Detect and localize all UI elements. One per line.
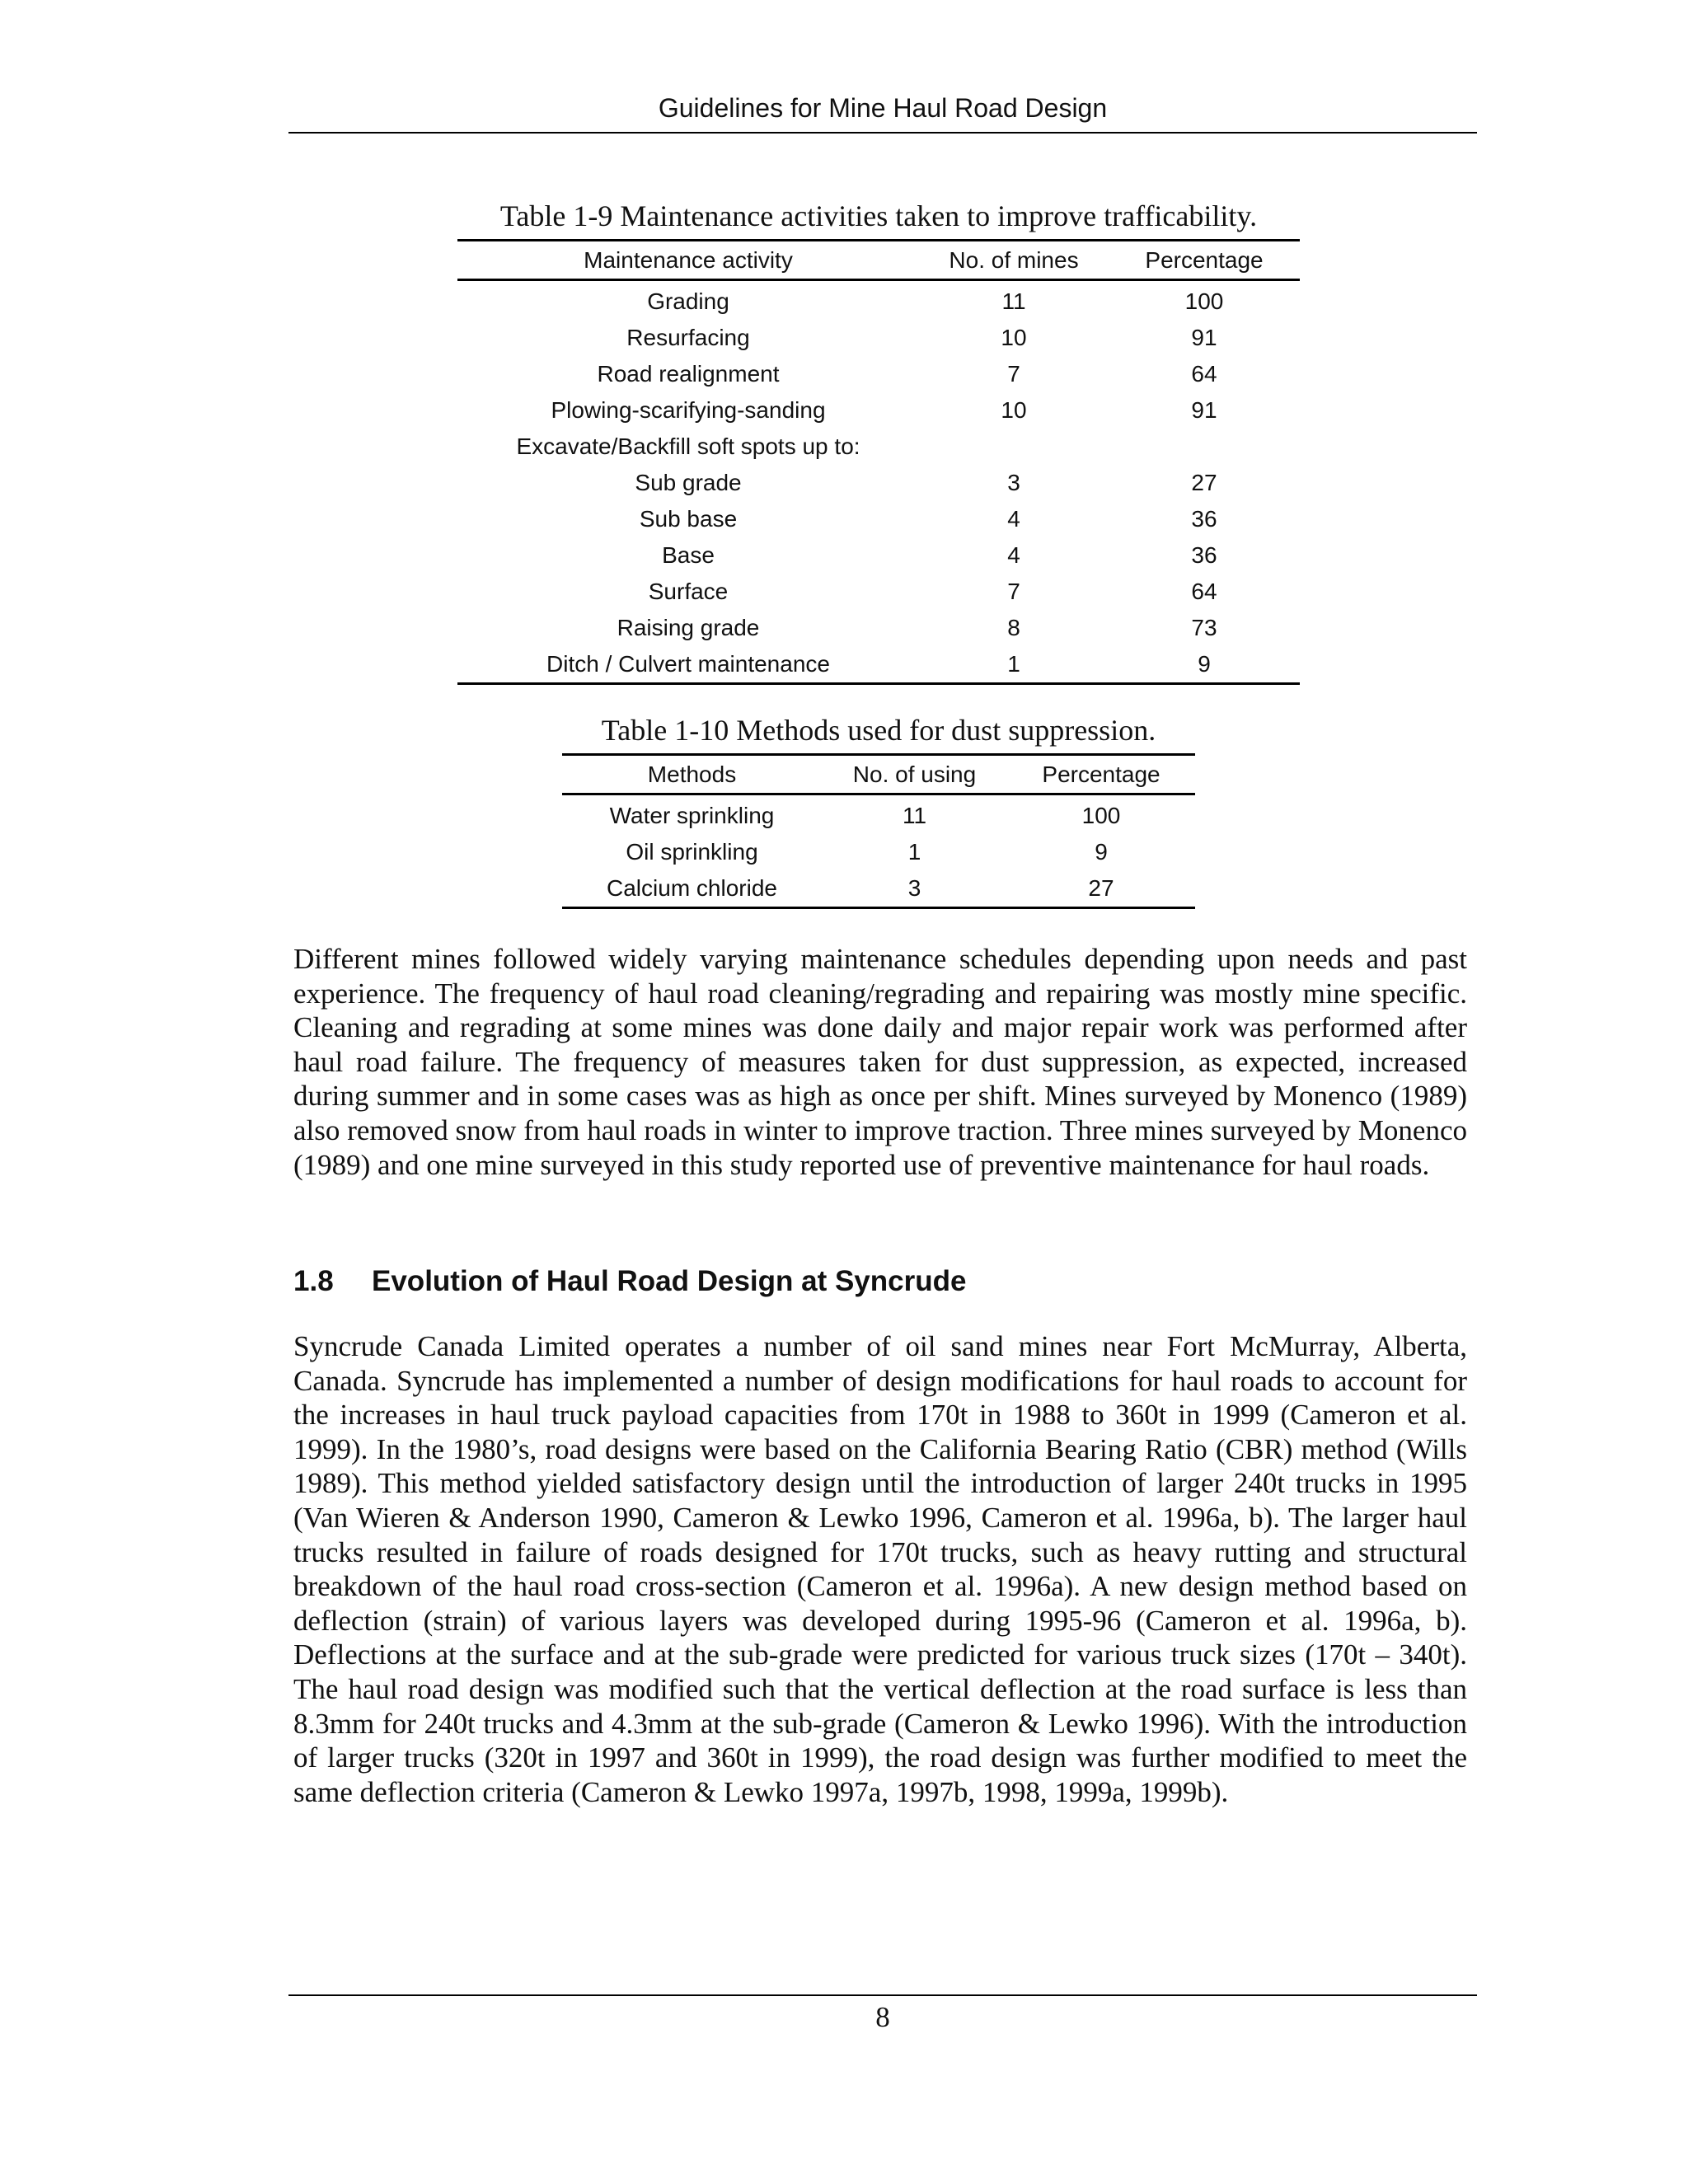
table-caption: Table 1-9 Maintenance activities taken to improve trafficability. [499,199,1258,232]
table-cell: 27 [1191,470,1217,495]
column-header: Methods [647,761,737,787]
table-cell: Calcium chloride [607,875,777,901]
table-header-row [457,241,1300,280]
body-paragraph-syncrude: Syncrude Canada Limited operates a number of oil sand mines near Fort McMurray, Alberta, Canada. Syncrude has implemented a number of design modifications for haul roads to account for the increases in haul truck payload capacities from 170t in 1988 to 360t in 1999 (Cameron et al. 1999). In the 1980’s, road designs were based on the California Bearing Ratio (CBR) method (Wills 1989). This method yielded satisfactory design until the introduction of larger 240t trucks in 1995 (Van Wieren & Anderson 1990, Cameron & Lewko 1996, Cameron et al. 1996a, b). The larger haul trucks resulted in failure of roads designed for 170t trucks, such as heavy rutting and structural breakdown of the haul road cross-section (Cameron et al. 1996a). A new design method based on deflection (strain) of various layers was developed during 1995-96 (Cameron et al. 1996a, b). Deflections at the surface and at the sub-grade were predicted for various truck sizes (170t – 340t). The haul road design was modified such that the vertical deflection at the road surface is less than 8.3mm for 240t trucks and 4.3mm at the sub-grade (Cameron & Lewko 1996). With the introduction of larger trucks (320t in 1997 and 360t in 1999), the road design was further modified to meet the same deflection criteria (Cameron & Lewko 1997a, 1997b, 1998, 1999a, 1999b). [293,1330,1467,1808]
table-cell [1109,429,1300,465]
table-cell: Oil sprinkling [626,839,758,865]
table-row [562,870,1195,908]
section-heading [293,1263,966,1301]
table-dust-suppression [562,710,1195,909]
table-cell: Road realignment [597,361,780,387]
table-cell: Sub base [639,506,738,532]
table-cell: Excavate/Backfill soft spots up to: [516,434,860,459]
table-cell: Surface [648,579,729,604]
table-cell [919,429,1109,465]
running-header: Guidelines for Mine Haul Road Design [658,93,1108,123]
table-cell: 8 [1007,615,1020,640]
section-title: Evolution of Haul Road Design at Syncrude [372,1265,967,1297]
table-cell: 7 [1007,579,1020,604]
table-row [457,537,1300,574]
table-cell: 64 [1191,579,1217,604]
table-cell: 11 [1001,288,1026,314]
column-header: Percentage [1042,761,1160,787]
table-row [457,610,1300,646]
table-row [457,429,1300,465]
table-row [562,834,1195,870]
table-cell: 7 [1007,361,1020,387]
table-row [562,794,1195,835]
table-maintenance-activities [457,196,1300,685]
column-header: Maintenance activity [584,246,793,273]
body-paragraph-maintenance: Different mines followed widely varying maintenance schedules depending upon needs and past experience. The frequency of haul road cleaning/regrading and repairing was mostly mine specific. Cleaning and regrading at some mines was done daily and major repair work was performed after haul road failure. The frequency of measures taken for dust suppression, as expected, increased during summer and in some cases was as high as once per shift. Mines surveyed by Monenco (1989) also removed snow from haul roads in winter to improve traction. Three mines surveyed by Monenco (1989) and one mine surveyed in this study reported use of preventive maintenance for haul roads. [293,943,1467,1181]
column-header: No. of mines [949,246,1079,273]
table-row [457,280,1300,321]
table-cell: 10 [1001,325,1027,350]
table-cell: 91 [1191,397,1217,423]
table-cell: 100 [1081,803,1121,828]
table-cell: Sub grade [635,470,742,495]
table-row [457,392,1300,429]
data-table [562,753,1195,909]
table-cell: 100 [1184,288,1224,314]
table-row [457,574,1300,610]
table-cell: 4 [1007,542,1020,568]
column-header: No. of using [852,761,977,787]
table-caption: Table 1-10 Methods used for dust suppression. [601,714,1156,747]
table-cell: 3 [907,875,921,901]
table-cell: 27 [1088,875,1114,901]
table-row [457,501,1300,537]
table-cell: Ditch / Culvert maintenance [546,651,830,677]
table-cell: Resurfacing [626,325,750,350]
table-cell: 1 [1007,651,1020,677]
table-cell: 9 [1198,651,1211,677]
table-cell: Base [662,542,715,568]
table-cell: 36 [1191,542,1217,568]
table-row [457,646,1300,684]
table-cell: 11 [902,803,927,828]
column-header: Percentage [1145,246,1264,273]
table-cell: 9 [1095,839,1108,865]
table-cell: Raising grade [617,615,760,640]
table-cell: 36 [1191,506,1217,532]
header-rule [288,132,1477,134]
table-cell: 4 [1007,506,1020,532]
table-cell: Plowing-scarifying-sanding [551,397,826,423]
section-number: 1.8 [293,1265,334,1297]
table-row [457,320,1300,356]
data-table [457,239,1300,685]
table-cell: 64 [1191,361,1217,387]
table-cell: 10 [1001,397,1027,423]
table-row [457,356,1300,392]
page-number: 8 [875,2001,890,2033]
table-cell: 1 [907,839,921,865]
table-row [457,465,1300,501]
table-cell: 73 [1191,615,1217,640]
table-header-row [562,755,1195,794]
table-cell: 91 [1191,325,1217,350]
table-cell: 3 [1007,470,1020,495]
table-cell: Water sprinkling [609,803,775,828]
footer-rule [288,1994,1477,1996]
table-cell: Grading [647,288,729,314]
